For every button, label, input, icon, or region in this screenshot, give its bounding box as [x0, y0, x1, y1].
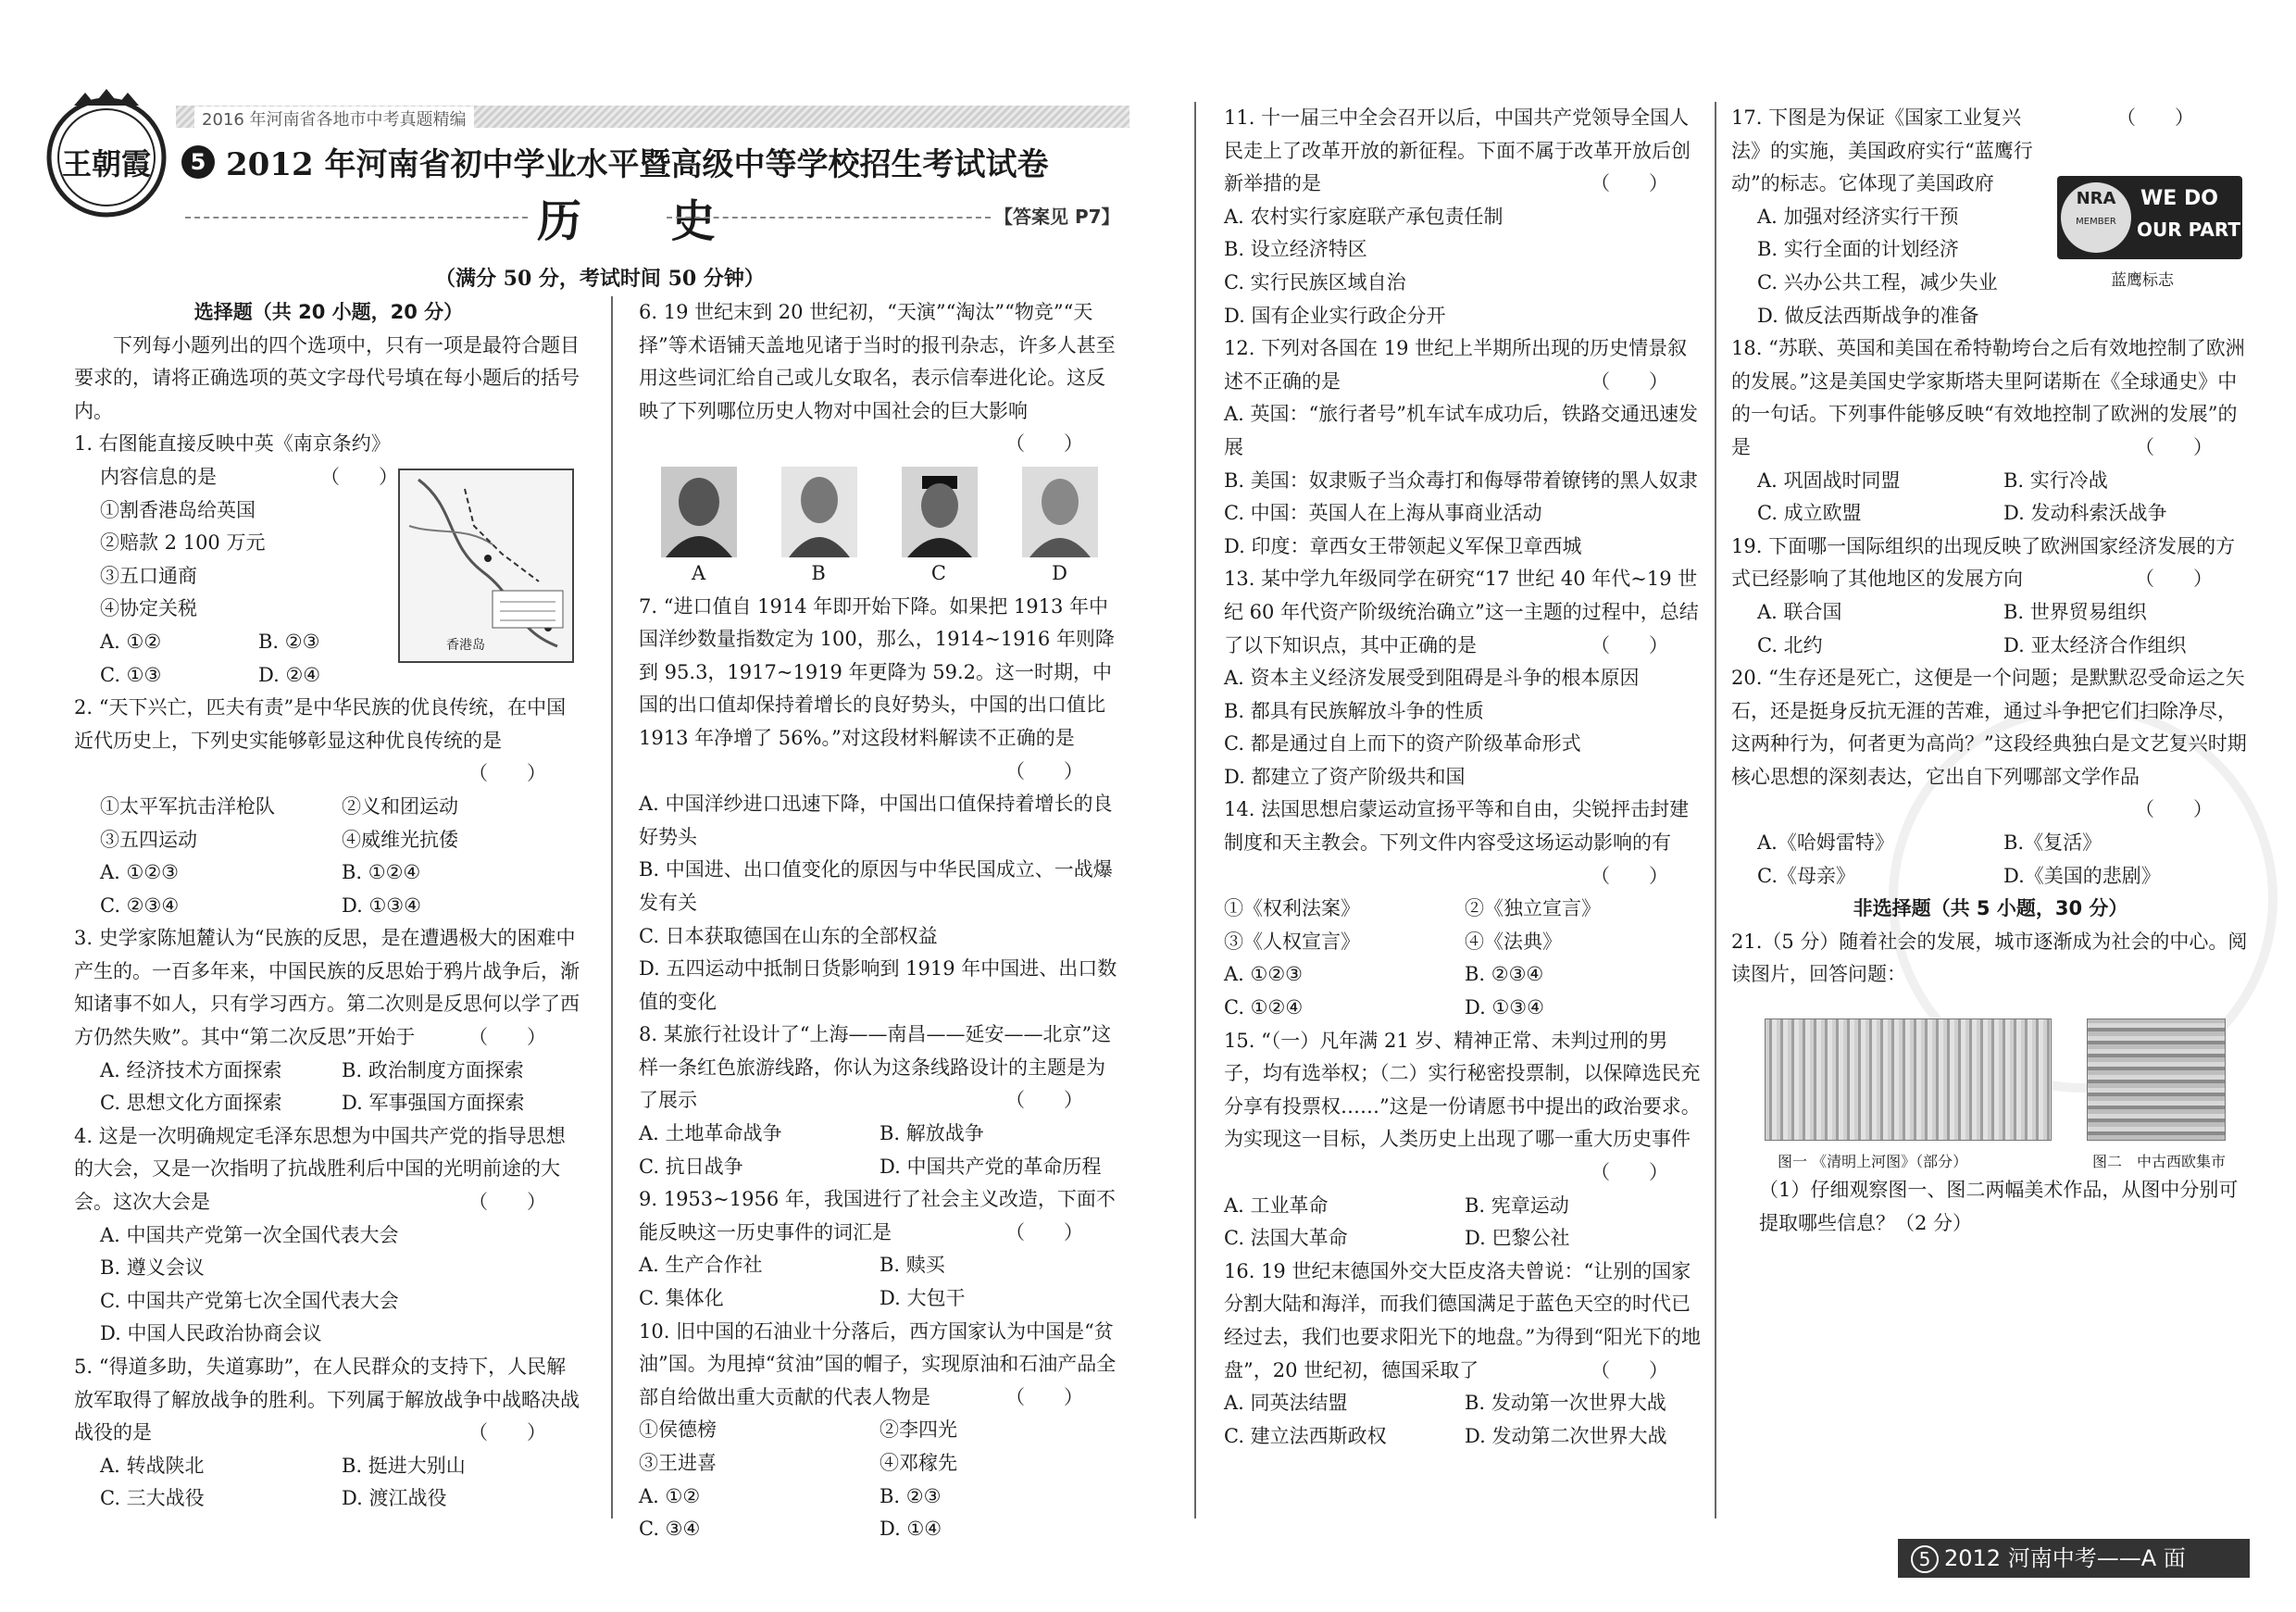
answer-blank[interactable]: （ ）	[2135, 568, 2213, 591]
question-2	[74, 692, 583, 922]
answer-reference: 【答案见 P7】	[994, 206, 1120, 228]
options-row	[1224, 958, 1705, 992]
option[interactable]: D. 五四运动中抵制日货影响到 1919 年中国进、出口数值的变化	[639, 957, 1117, 1013]
question-21-sub1: （1）仔细观察图一、图二两幅美术作品，从图中分别可提取哪些信息？（2 分）	[1759, 1179, 2239, 1234]
medieval-market-image	[2087, 1018, 2226, 1141]
option[interactable]: B. ②③	[880, 1484, 942, 1507]
option[interactable]: D. ②④	[258, 663, 321, 686]
items-row: ①太平军抗击洋枪队 ②义和团运动	[100, 794, 458, 818]
question-15	[1224, 1025, 1705, 1256]
question-stem: 12. 下列对各国在 19 世纪上半期所出现的历史情景叙述不正确的是	[1224, 337, 1688, 393]
answer-blank[interactable]: （ ）	[2116, 106, 2194, 129]
question-12	[1224, 332, 1705, 563]
question-3	[74, 922, 583, 1120]
option[interactable]: C. 成立欧盟	[1757, 502, 1862, 525]
image-caption: 图一 《清明上河图》（部分）	[1778, 1153, 1968, 1170]
question-6	[639, 296, 1120, 591]
question-stem: 18. “苏联、英国和美国在希特勒垮台之后有效地控制了欧洲的发展。”这是美国史学家斯塔夫里阿诺斯在《全球通史》中的一句话。下列事件能够反映“有效地控制了欧洲的发展”的是	[1731, 337, 2245, 458]
option[interactable]: A. ①②	[639, 1484, 701, 1507]
answer-blank[interactable]: （ ）	[1591, 864, 1668, 887]
option[interactable]: A. ①②③	[1224, 963, 1303, 986]
option[interactable]: C. 中国：英国人在上海从事商业活动	[1224, 502, 1542, 525]
nra-slogan-2: OUR PART	[2137, 219, 2241, 241]
option[interactable]: B. 美国：奴隶贩子当众毒打和侮辱带着镣铐的黑人奴隶	[1224, 469, 1698, 492]
answer-blank[interactable]: （ ）	[468, 1421, 546, 1444]
question-stem: 20. “生存还是死亡，这便是一个问题；是默默忍受命运之矢石，还是挺身反抗无涯的苦难，通过斗争把它们扫除净尽，这两种行为，何者更为高尚？”这段经典独白是文艺复兴时期核心思想的深刻表达，它出自下列哪部文学作品	[1731, 667, 2247, 788]
option[interactable]: B. 发动第一次世界大战	[1465, 1392, 1666, 1415]
question-19	[1731, 531, 2250, 662]
option[interactable]: C. 建立法西斯政权	[1224, 1424, 1387, 1447]
options-row	[1224, 1190, 1705, 1223]
subject-divider-right	[667, 217, 991, 219]
option[interactable]: A. 经济技术方面探索	[100, 1058, 282, 1081]
option[interactable]: B. 遵义会议	[100, 1256, 205, 1280]
exam-title	[181, 139, 1126, 184]
question-stem: 14. 法国思想启蒙运动宣扬平等和自由，尖锐抨击封建制度和天主教会。下列文件内容受这场运动影响的有	[1224, 798, 1690, 855]
subject-divider-left	[185, 217, 528, 219]
answer-blank[interactable]: （ ）	[1591, 369, 1668, 393]
section-heading: 非选择题（共 5 小题，30 分）	[1853, 897, 2128, 920]
question-stem: 3. 史学家陈旭麓认为“民族的反思，是在遭遇极大的困难中产生的。一百多年来，中国民族的反思始于鸦片战争后，渐知诸事不如人，只有学习西方。第二次则是反思何以学了西方仍然失败”。其中“第二次反思”开始于	[74, 927, 580, 1049]
option[interactable]: B. 政治制度方面探索	[342, 1058, 524, 1081]
option[interactable]: D	[1052, 561, 1067, 584]
question-13	[1224, 563, 1705, 794]
option[interactable]: D. 巴黎公社	[1465, 1227, 1570, 1250]
option[interactable]: A. 工业革命	[1224, 1193, 1329, 1217]
answer-blank[interactable]: （ ）	[468, 1191, 546, 1214]
nra-blue-eagle-image	[2057, 176, 2242, 259]
nra-label: NRA	[2076, 189, 2116, 208]
nanjing-treaty-map	[398, 469, 574, 663]
option[interactable]: C. ①③	[100, 663, 162, 686]
option[interactable]: D. ①③④	[342, 893, 421, 917]
options-row	[1224, 992, 1705, 1025]
option[interactable]: C. 兴办公共工程，减少失业	[1757, 270, 1998, 294]
option[interactable]: B. 设立经济特区	[1224, 238, 1367, 261]
answer-blank[interactable]: （ ）	[1591, 172, 1668, 195]
options-row	[639, 1513, 1120, 1546]
column-divider	[1194, 102, 1196, 1518]
question-stem: 19. 下面哪一国际组织的出现反映了欧洲国家经济发展的方式已经影响了其他地区的发展方向	[1731, 534, 2236, 591]
option[interactable]: A. 转战陕北	[100, 1454, 205, 1477]
option[interactable]: C. 思想文化方面探索	[100, 1092, 282, 1115]
option[interactable]: B. 挺进大别山	[342, 1454, 466, 1477]
qingming-painting-image	[1765, 1018, 2052, 1141]
options-row	[1224, 1222, 1705, 1256]
option[interactable]: A. ①②③	[100, 861, 179, 884]
option[interactable]: D. 中国人民政治协商会议	[100, 1322, 322, 1345]
question-9	[639, 1183, 1120, 1315]
column-divider	[1715, 102, 1716, 1518]
footer-text: 2012 河南中考——A 面	[1944, 1545, 2186, 1571]
option[interactable]: C. 日本获取德国在山东的全部权益	[639, 924, 938, 947]
option[interactable]: D.《美国的悲剧》	[2003, 864, 2161, 887]
portrait-b[interactable]	[781, 467, 857, 557]
answer-blank[interactable]: （ ）	[320, 465, 398, 488]
portrait-labels	[639, 557, 1120, 591]
column-divider	[611, 296, 613, 1518]
question-stem: 8. 某旅行社设计了“上海——南昌——延安——北京”这样一条红色旅游线路，你认为这条线路设计的主题是为了展示	[639, 1023, 1112, 1112]
series-text: 2016 年河南省各地市中考真题精编	[194, 106, 474, 131]
question-16	[1224, 1256, 1705, 1454]
options-row	[639, 1118, 1120, 1151]
options-row	[1731, 465, 2250, 498]
question-stem: 4. 这是一次明确规定毛泽东思想为中国共产党的指导思想的大会，又是一次指明了抗战胜利后中国的光明前途的大会。这次大会是	[74, 1124, 566, 1214]
items-row: ③五四运动 ④威维光抗倭	[100, 828, 458, 851]
question-stem: 6. 19 世纪末到 20 世纪初，“天演”“淘汰”“物竞”“天择”等术语铺天盖地见诸于当时的报刊杂志，许多人甚至用这些词汇给自己或儿女取名，表示信奉进化论。这反映了下列哪位历史人物对中国社会的巨大影响	[639, 301, 1116, 422]
options-row	[1224, 1420, 1705, 1454]
option[interactable]: B. ②③④	[1465, 963, 1544, 986]
option[interactable]: A. 中国共产党第一次全国代表大会	[100, 1223, 399, 1246]
answer-blank[interactable]: （ ）	[1005, 1385, 1083, 1408]
option[interactable]: D. 发动第二次世界大战	[1465, 1424, 1667, 1447]
question-stem: 9. 1953~1956 年，我国进行了社会主义改造，下面不能反映这一历史事件的词汇是	[639, 1188, 1116, 1243]
option[interactable]: B. ②③	[258, 630, 320, 653]
option[interactable]: C. 实行民族区域自治	[1224, 270, 1406, 294]
image-caption: 图二 中古西欧集市	[2092, 1153, 2227, 1170]
option[interactable]: B. 实行全面的计划经济	[1757, 238, 1959, 261]
option[interactable]: D. 军事强国方面探索	[342, 1092, 525, 1115]
option[interactable]: A. 英国：“旅行者号”机车试车成功后，铁路交通迅速发展	[1224, 403, 1698, 458]
column-3	[1224, 102, 1705, 1453]
answer-blank[interactable]: （ ）	[1005, 759, 1083, 782]
question-stem: 7. “进口值自 1914 年即开始下降。如果把 1913 年中国洋纱数量指数定为 100，那么，1914~1916 年则降到 95.3，1917~1919 年更降为 59.2。这一时期，中国的出口值却保持着增长的良好势头，中国的出口值比 1913 年净增了 56%。”对这段材料解读不正确的是	[639, 594, 1115, 749]
option[interactable]: A. 农村实行家庭联产承包责任制	[1224, 205, 1504, 228]
item: ②赔款 2 100 万元	[100, 531, 266, 555]
question-5	[74, 1351, 583, 1516]
item: ④协定关税	[100, 597, 197, 620]
items-row: ③《人权宣言》 ④《法典》	[1224, 930, 1562, 953]
option[interactable]: D. 国有企业实行政企分开	[1224, 304, 1446, 327]
logo-text: 王朝霞	[61, 146, 151, 181]
options-row	[74, 1482, 583, 1516]
question-stem: 16. 19 世纪末德国外交大臣皮洛夫曾说：“让别的国家分割大陆和海洋，而我们德国满足于蓝色天空的时代已经过去，我们也要求阳光下的地盘。”为得到“阳光下的地盘”，20 世纪初，德国采取了	[1224, 1259, 1701, 1381]
answer-blank[interactable]: （ ）	[1005, 432, 1083, 456]
option[interactable]: A. 土地革命战争	[639, 1122, 782, 1145]
answer-blank[interactable]: （ ）	[468, 1026, 546, 1049]
publisher-logo	[37, 85, 176, 224]
option[interactable]: D. 大包干	[880, 1287, 966, 1310]
option[interactable]: D. 中国共产党的革命历程	[880, 1155, 1102, 1178]
option[interactable]: B	[811, 561, 826, 584]
item: ③五口通商	[100, 564, 197, 587]
question-stem: 13. 某中学九年级同学在研究“17 世纪 40 年代~19 世纪 60 年代资产阶级统治确立”这一主题的过程中，总结了以下知识点，其中正确的是	[1224, 568, 1699, 656]
option[interactable]: D. 印度：章西女王带领起义军保卫章西城	[1224, 534, 1582, 557]
options-row	[74, 659, 417, 693]
option[interactable]: C. 法国大革命	[1224, 1227, 1348, 1250]
question-stem-cont: 内容信息的是 （ ）	[74, 461, 398, 494]
options-row	[74, 1055, 583, 1088]
option[interactable]: B.《复活》	[2003, 831, 2103, 855]
options-row	[74, 890, 583, 923]
portrait-c[interactable]	[902, 467, 978, 557]
options-row	[74, 1087, 583, 1120]
answer-blank[interactable]: （ ）	[468, 762, 546, 785]
portrait-row	[639, 467, 1120, 557]
option[interactable]: A. 资本主义经济发展受到阻碍是斗争的根本原因	[1224, 667, 1640, 690]
footer-number: 5	[1911, 1545, 1939, 1573]
option[interactable]: B. 赎买	[880, 1254, 945, 1277]
question-stem: 2. “天下兴亡，匹夫有责”是中华民族的优良传统，在中国近代历史上，下列史实能够彰显这种优良传统的是	[74, 696, 567, 752]
series-banner	[176, 106, 1129, 128]
map-label: 香港岛	[446, 638, 485, 653]
options-row	[639, 1151, 1120, 1184]
items-row: ①侯德榜 ②李四光	[639, 1418, 957, 1442]
answer-blank[interactable]: （ ）	[1005, 1220, 1083, 1243]
subject-title: 历 史	[537, 195, 753, 247]
option[interactable]: B. 世界贸易组织	[2003, 600, 2147, 623]
option[interactable]: A.《哈姆雷特》	[1757, 831, 1894, 855]
section-intro: 下列每小题列出的四个选项中，只有一项是最符合题目要求的，请将正确选项的英文字母代号填在每小题后的括号内。	[74, 333, 580, 422]
option[interactable]: A. 巩固战时同盟	[1757, 469, 1901, 492]
answer-blank[interactable]: （ ）	[1005, 1089, 1083, 1112]
option[interactable]: D. 做反法西斯战争的准备	[1757, 304, 1979, 327]
option[interactable]: B. ①②④	[342, 861, 421, 884]
option[interactable]: A	[692, 561, 706, 584]
options-row	[74, 1450, 583, 1483]
answer-blank[interactable]: （ ）	[1591, 1161, 1668, 1183]
answer-blank[interactable]: （ ）	[2135, 798, 2213, 821]
options-row	[639, 1249, 1120, 1282]
question-stem: 17. 下图是为保证《国家工业复兴法》的实施，美国政府实行“蓝鹰行动”的标志。它体现了美国政府	[1731, 106, 2033, 195]
option[interactable]: A. 加强对经济实行干预	[1757, 205, 1959, 228]
portrait-d[interactable]	[1022, 467, 1098, 557]
answer-blank[interactable]: （ ）	[2135, 435, 2213, 458]
options-row	[1731, 596, 2250, 630]
option[interactable]: A. 生产合作社	[639, 1254, 763, 1277]
options-row	[639, 1481, 1120, 1514]
items-row: ①《权利法案》 ②《独立宣言》	[1224, 897, 1601, 920]
answer-blank[interactable]: （ ）	[1591, 633, 1668, 656]
option[interactable]: D. 都建立了资产阶级共和国	[1224, 765, 1466, 788]
option[interactable]: C. ②③④	[100, 893, 180, 917]
paper-number-badge: 5	[181, 145, 215, 179]
question-21-stem: 21.（5 分）随着社会的发展，城市逐渐成为社会的中心。阅读图片，回答问题：	[1731, 930, 2248, 986]
question-stem: 1. 右图能直接反映中英《南京条约》	[74, 432, 391, 456]
question-stem: 15. “（一）凡年满 21 岁、精神正常、未判过刑的男子，均有选举权；（二）实行秘密投票制，以保障选民充分享有投票权……”这是一份请愿书中提出的政治要求。为实现这一目标，人类历史上出现了哪一重大历史事件	[1224, 1029, 1701, 1151]
option[interactable]: C. 都是通过自上而下的资产阶级革命形式	[1224, 732, 1581, 756]
question-stem: 5. “得道多助，失道寡助”，在人民群众的支持下，人民解放军取得了解放战争的胜利。下列属于解放战争中战略决战战役的是	[74, 1356, 580, 1444]
question-stem: 11. 十一届三中全会召开以后，中国共产党领导全国人民走上了改革开放的新征程。下面不属于改革开放后创新举措的是	[1224, 106, 1691, 195]
option[interactable]: B. 宪章运动	[1465, 1193, 1569, 1217]
question-10	[639, 1316, 1120, 1546]
question-8	[639, 1018, 1120, 1183]
option[interactable]: A. 同英法结盟	[1224, 1392, 1348, 1415]
exam-info: （满分 50 分，考试时间 50 分钟）	[435, 267, 765, 291]
option[interactable]: C. 集体化	[639, 1287, 724, 1310]
options-row	[1731, 630, 2250, 663]
option[interactable]: D. 发动科索沃战争	[2003, 502, 2167, 525]
option[interactable]: A. 联合国	[1757, 600, 1842, 623]
answer-blank[interactable]: （ ）	[1591, 1358, 1668, 1381]
option[interactable]: C. ③④	[639, 1518, 701, 1541]
option[interactable]: C. 三大战役	[100, 1487, 205, 1510]
item: ①割香港岛给英国	[100, 498, 256, 521]
option[interactable]: D. ①③④	[1465, 996, 1544, 1019]
option[interactable]: D. 渡江战役	[342, 1487, 447, 1510]
items-row: ③王进喜 ④邓稼先	[639, 1452, 957, 1474]
question-18	[1731, 332, 2250, 531]
column-2	[639, 296, 1120, 1546]
question-11	[1224, 102, 1705, 332]
question-stem: 10. 旧中国的石油业十分落后，西方国家认为中国是“贫油”国。为甩掉“贫油”国的帽子，实现原油和石油产品全部自给做出重大贡献的代表人物是	[639, 1319, 1117, 1408]
option[interactable]: C	[930, 561, 946, 584]
option[interactable]: B. 中国进、出口值变化的原因与中华民国成立、一战爆发有关	[639, 858, 1113, 914]
option[interactable]: B. 都具有民族解放斗争的性质	[1224, 699, 1484, 722]
options-row	[1224, 1387, 1705, 1420]
option[interactable]: C.《母亲》	[1757, 864, 1855, 887]
question-20	[1731, 662, 2250, 893]
nra-member-label: MEMBER	[2076, 217, 2116, 227]
option[interactable]: A. 中国洋纱进口迅速下降，中国出口值保持着增长的良好势头	[639, 793, 1113, 848]
option[interactable]: C. 中国共产党第七次全国代表大会	[100, 1289, 399, 1312]
option[interactable]: B. 实行冷战	[2003, 469, 2108, 492]
options-row	[74, 856, 583, 890]
option[interactable]: A. ①②	[100, 630, 162, 653]
image-caption: 蓝鹰标志	[2111, 271, 2174, 290]
question-14	[1224, 794, 1705, 1024]
page-footer	[1898, 1539, 2250, 1578]
option[interactable]: C. 抗日战争	[639, 1155, 743, 1178]
options-row	[1731, 860, 2250, 893]
options-row	[1731, 497, 2250, 531]
options-row	[1731, 827, 2250, 860]
option[interactable]: B. 解放战争	[880, 1122, 984, 1145]
exam-title-text: 2012 年河南省初中学业水平暨高级中等学校招生考试试卷	[226, 146, 1049, 183]
option[interactable]: C. ①②④	[1224, 996, 1304, 1019]
option[interactable]: D. ①④	[880, 1518, 942, 1541]
option[interactable]: D. 亚太经济合作组织	[2003, 633, 2187, 656]
question-7	[639, 591, 1120, 1019]
options-row	[639, 1282, 1120, 1316]
nra-slogan-1: WE DO	[2140, 187, 2218, 210]
section-heading: 选择题（共 20 小题，20 分）	[193, 301, 464, 323]
portrait-sun-yatsen[interactable]	[661, 467, 737, 557]
option[interactable]: C. 北约	[1757, 633, 1823, 656]
question-4	[74, 1120, 583, 1351]
options-row	[74, 626, 417, 659]
